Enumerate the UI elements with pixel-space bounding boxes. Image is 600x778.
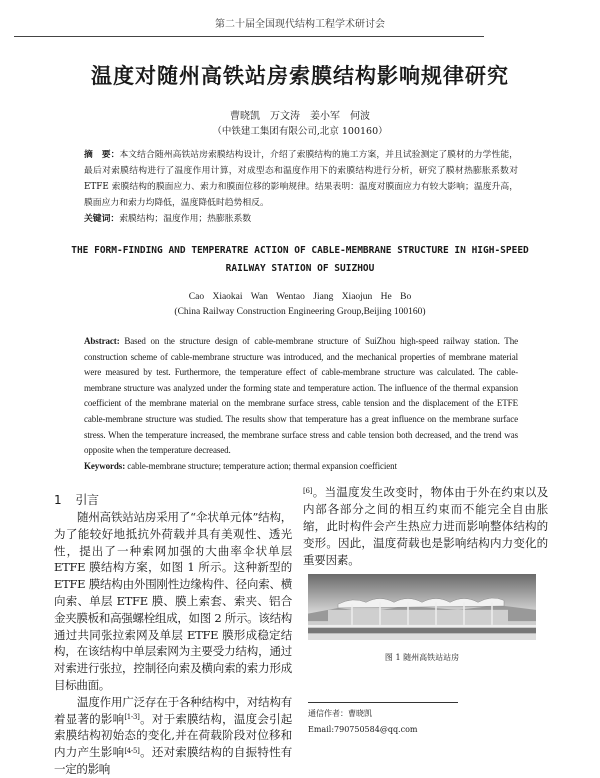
- title-chinese: 温度对随州高铁站房索膜结构影响规律研究: [91, 64, 509, 88]
- citation: [6]: [303, 486, 313, 495]
- keywords-text-en: cable-membrane structure; temperature action; thermal expansion coefficient: [125, 460, 397, 471]
- abstract-chinese: [84, 147, 518, 227]
- header-rule: [14, 36, 484, 37]
- paragraph-2: [54, 694, 292, 778]
- running-head: 第二十届全国现代结构工程学术研讨会: [215, 19, 385, 30]
- abstract-label: 摘 要：: [84, 150, 120, 160]
- authors-english: Cao Xiaokai Wan Wentao Jiang Xiaojun He Bo: [188, 292, 412, 302]
- abstract-english: [84, 334, 518, 474]
- affiliation-english: (China Railway Construction Engineering Group,Beijing 100160): [174, 307, 426, 317]
- left-column: [54, 492, 292, 778]
- citation: [1-3]: [124, 713, 140, 722]
- keywords-label-en: Keywords:: [84, 460, 126, 471]
- paragraph-1: 随州高铁站站房采用了“伞状单元体”结构，为了能较好地抵抗外荷载并具有美观性、透光性，提出了一种索网加强的大曲率伞状单层 ETFE 膜结构方案，如图 1 所示。这种新型的 ETFE 膜结构由外围刚性边缘构件、径向索、横向索、单层 ETFE 膜、膜上索套、索夹、铝合金夹膜板和高强螺栓组成，如图 2 所示。该结构通过共同张拉索网及单层 ETFE 膜形成稳定结构，在该结构中单层索网为主要受力结构，通过对索进行张拉，控制径向索及横向索的索力形成目标曲面。: [54, 510, 292, 692]
- section-title: 引言: [75, 493, 99, 507]
- authors-chinese: 曹晓凯 万文涛 姜小军 何波: [230, 111, 370, 122]
- figure-caption: 图 1 随州高铁站站房: [384, 653, 460, 662]
- right-column: [303, 484, 548, 569]
- text: 温度作用广泛存在于各种结构中，对结构有着显著的影响: [54, 694, 292, 726]
- text: 。对于索膜结构，温度会引起索膜结构初始态的变化,并在荷载阶段对位移和内力产生影响: [54, 711, 292, 760]
- text: 。当温度发生改变时，物体由于外在约束以及内部各部分之间的相互约束而不能完全自由胀缩，此时构件会产生热应力进而影响整体结构的变形。因此，温度荷载也是影响结构内力变化的重要因素。: [303, 485, 548, 567]
- text: 。还对索膜结构的自振特性有一定的影响: [54, 745, 292, 776]
- footnote-email: Email:790750584@qq.com: [308, 725, 418, 734]
- station-photo: [308, 574, 536, 640]
- footnote-rule: [308, 702, 458, 703]
- affiliation-chinese: （中铁建工集团有限公司,北京 100160）: [212, 126, 388, 137]
- footnote-corresponding-author: 通信作者：曹晓凯: [308, 709, 372, 718]
- section-number: 1: [54, 493, 62, 507]
- citation: [4-5]: [124, 746, 140, 755]
- keywords-text: 索膜结构；温度作用；热膨胀系数: [119, 214, 252, 224]
- abstract-text: 本文结合随州高铁站房索膜结构设计，介绍了索膜结构的施工方案，并且试验测定了膜材的力学性能，最后对索膜结构进行了温度作用计算，对成型态和温度作用下的索膜结构进行分析，研究了膜材热膨胀系数对 ETFE 索膜结构的膜面应力、索力和膜面位移的影响规律。结果表明：温度对膜面应力有较大影响；温度升高，膜面应力和索力均降低，温度降低时趋势相反。: [84, 150, 518, 208]
- keywords-label: 关键词：: [84, 214, 120, 224]
- title-english: THE FORM-FINDING AND TEMPERATRE ACTION OF CABLE-MEMBRANE STRUCTURE IN HIGH-SPEED RAILWAY STATION OF SUIZHOU: [71, 245, 529, 274]
- paragraph-2-continued: [303, 484, 548, 569]
- abstract-text-en: Based on the structure design of cable-membrane structure of SuiZhou high-speed railway station. The construction scheme of cable-membrane structure was introduced, and the mechanical properties of membrane material were measured by test. Furthermore, the temperature effect of cable-membrane structure was calculated. The cable-membrane structure was analyzed under the forming state and temperature action. The influence of the thermal expansion coefficient of the membrane material on the membrane surface stress, cable tension and the displacement of the ETFE cable-membrane structure was studied. The results show that temperature has a great influence on the membrane surface stress. When the temperature increased, the membrane surface stress and cable tension both decreased, and the trend was opposite when the temperature decreased.: [84, 336, 518, 456]
- section-heading: [54, 492, 292, 508]
- abstract-label-en: Abstract:: [84, 336, 120, 346]
